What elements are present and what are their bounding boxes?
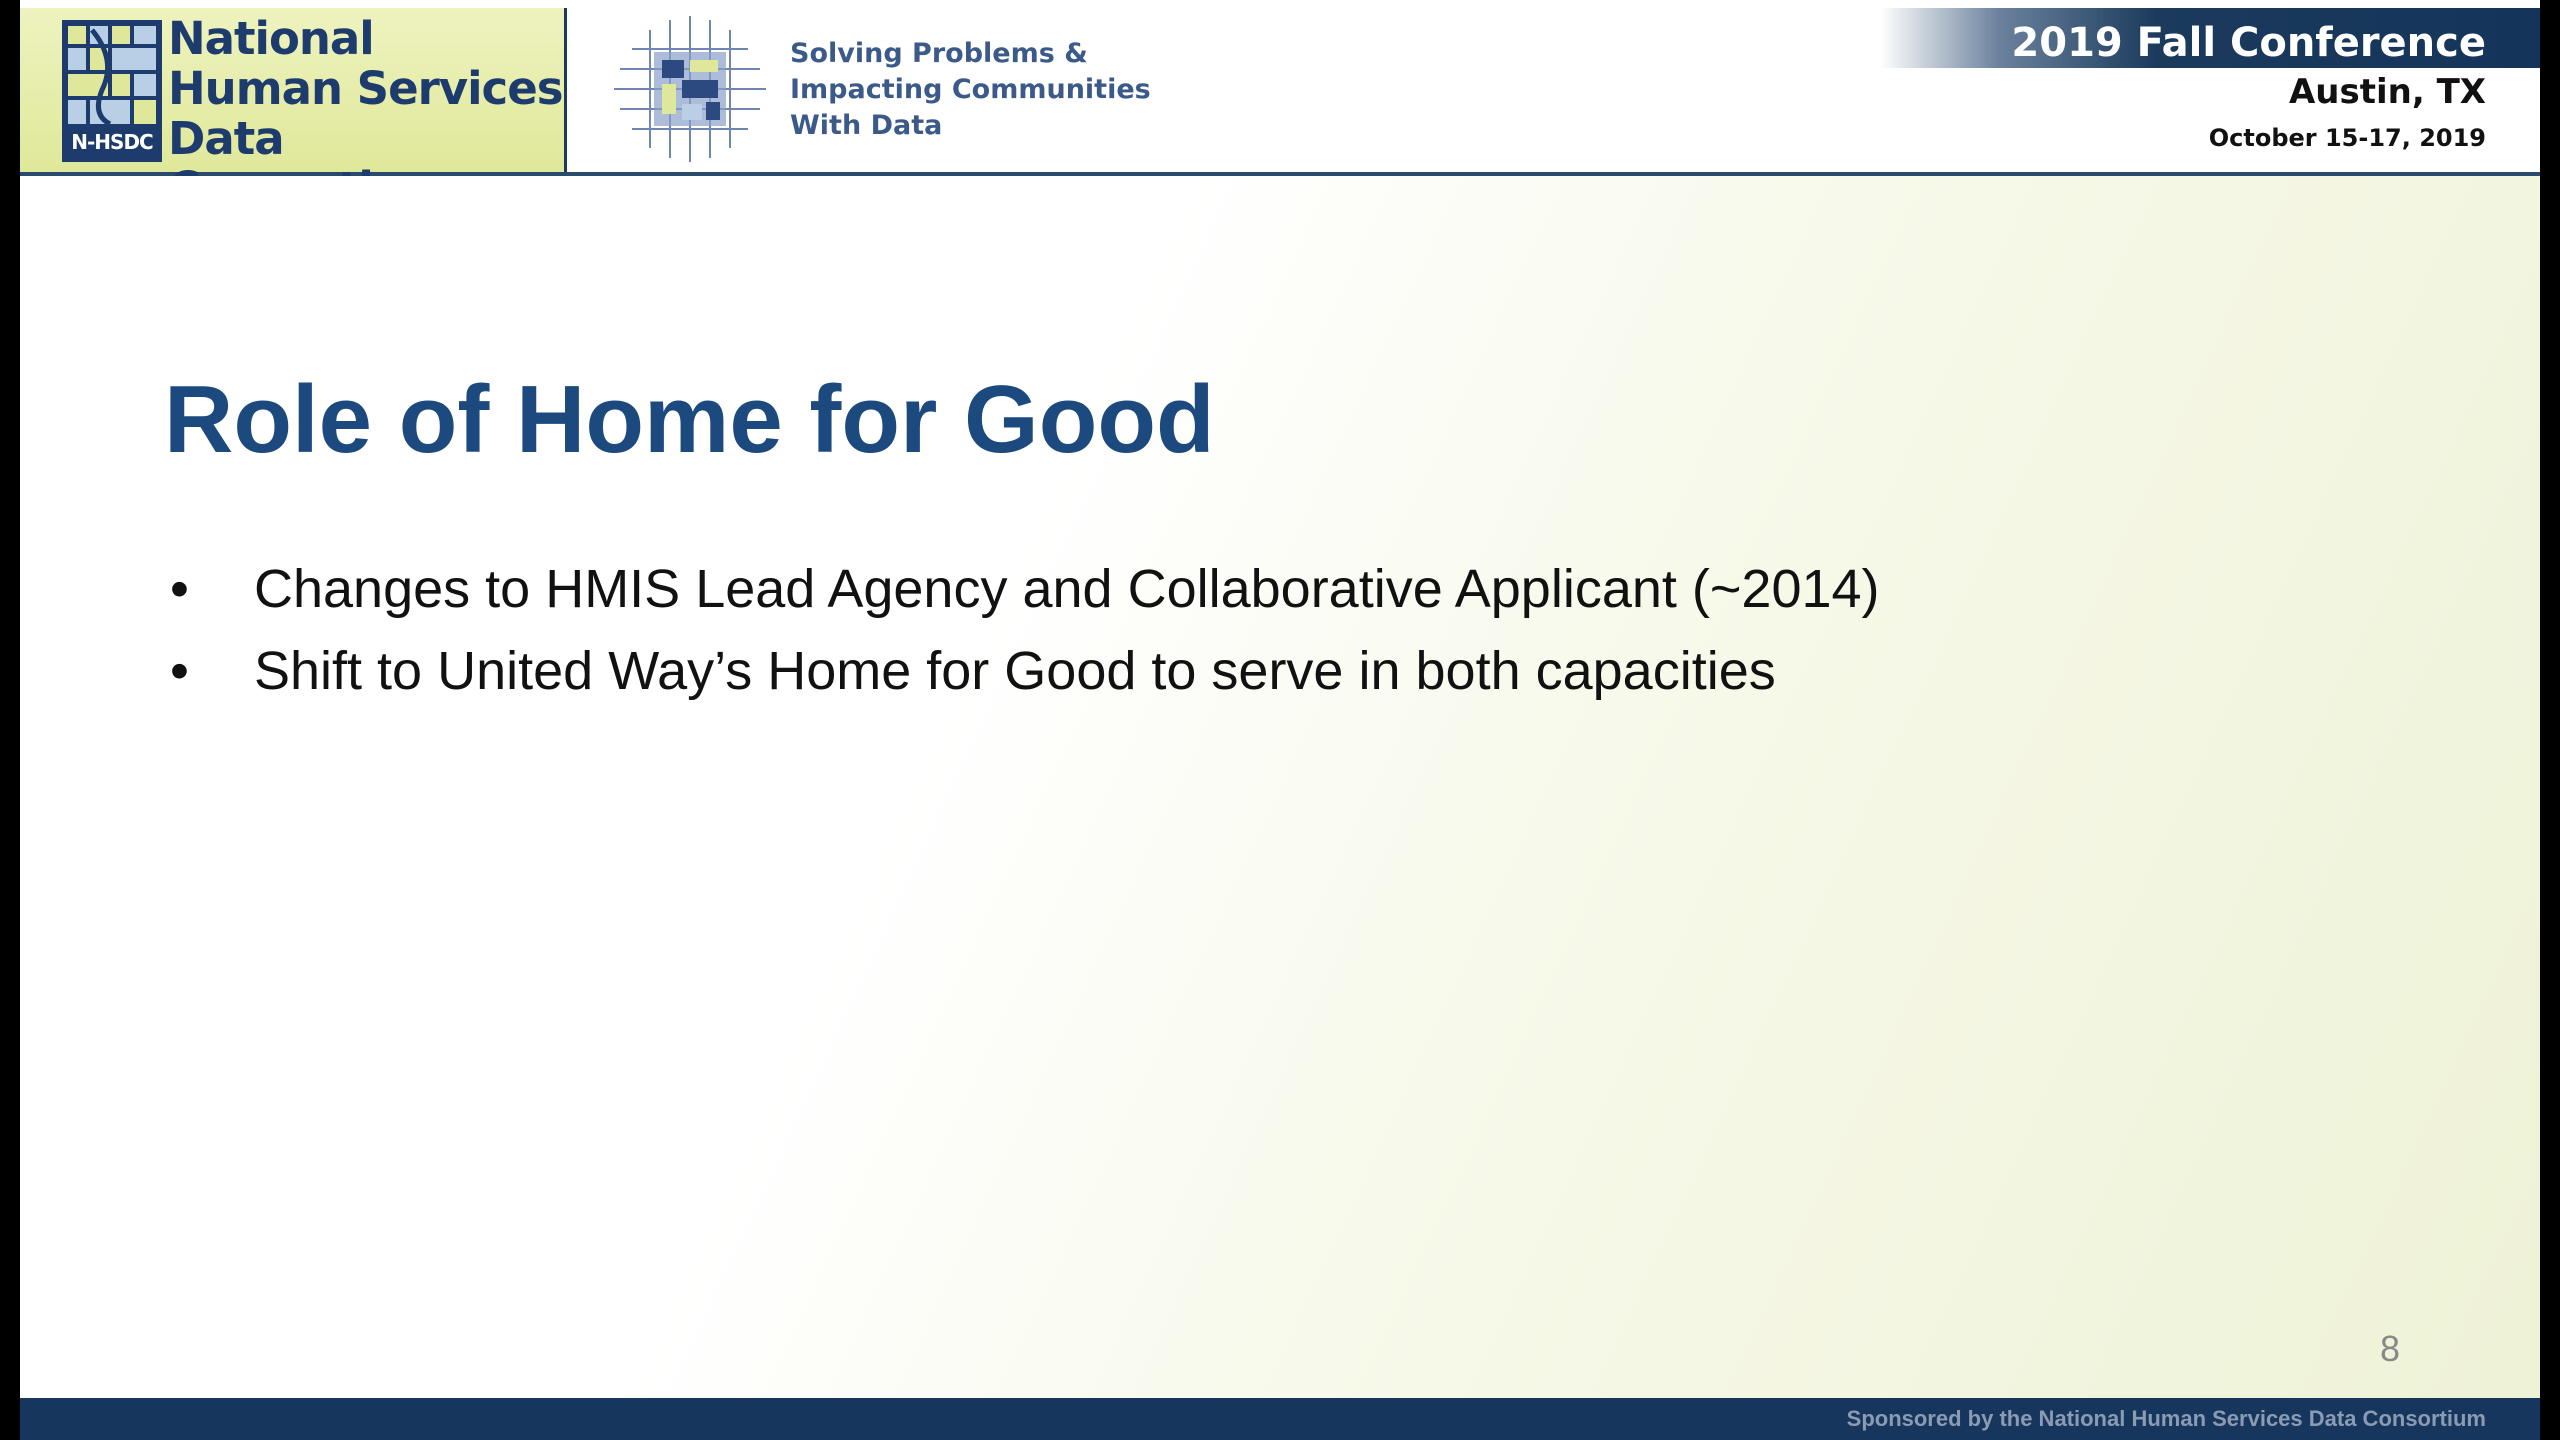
presentation-slide (20, 0, 2540, 1440)
conference-title: 2019 Fall Conference (2011, 20, 2486, 66)
tagline-line: Impacting Communities (790, 74, 1151, 105)
conference-dates: October 15-17, 2019 (2208, 124, 2486, 152)
bullet-list (154, 548, 1880, 712)
bullet-item: • Changes to HMIS Lead Agency and Collaborative Applicant (~2014) (154, 548, 1880, 630)
tagline-line: Solving Problems & (790, 38, 1088, 69)
nhsdc-logo (20, 8, 567, 172)
slide-title: Role of Home for Good (164, 366, 1215, 473)
tagline-line: With Data (790, 110, 943, 141)
bullet-item: • Shift to United Way’s Home for Good to serve in both capacities (154, 630, 1880, 712)
sponsor-text: Sponsored by the National Human Services Data Consortium (1846, 1406, 2486, 1431)
circuit-emblem-icon (610, 14, 770, 164)
conference-tagline (790, 36, 1151, 144)
logo-line: National (168, 12, 374, 65)
logo-line: Data (168, 112, 284, 165)
slide-header (20, 0, 2540, 176)
logo-line: Human Services (168, 62, 563, 115)
slide-footer (20, 1398, 2540, 1440)
conference-city: Austin, TX (2288, 72, 2486, 112)
slide-page-number: 8 (2379, 1328, 2400, 1369)
conference-banner (1880, 8, 2540, 68)
logo-abbreviation: N-HSDC (71, 130, 153, 154)
